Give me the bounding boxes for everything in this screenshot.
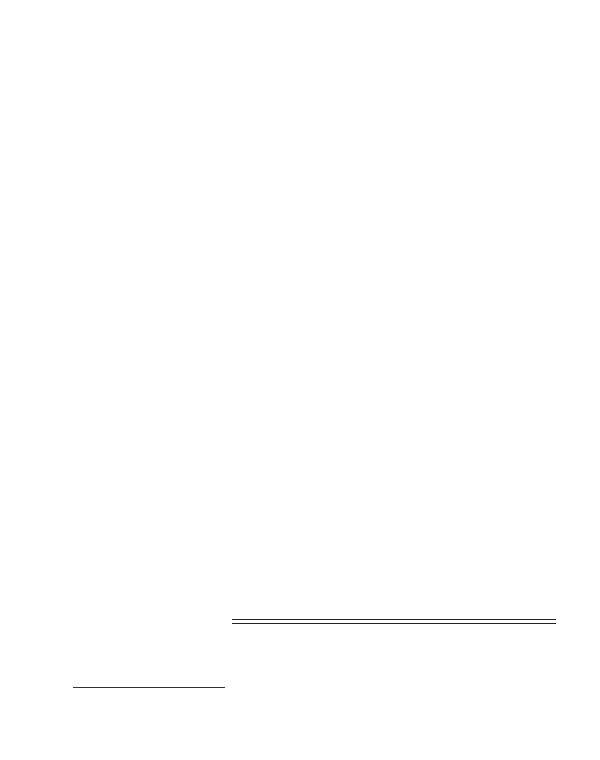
- units-header: [349, 620, 414, 624]
- units-header: [413, 620, 468, 624]
- units-table: [232, 617, 556, 624]
- units-header: [469, 620, 557, 624]
- body-column-1: [73, 384, 225, 386]
- units-grid: [232, 620, 556, 624]
- footnotes: [73, 687, 225, 694]
- units-header: [232, 620, 349, 624]
- units-header-row: [232, 620, 556, 624]
